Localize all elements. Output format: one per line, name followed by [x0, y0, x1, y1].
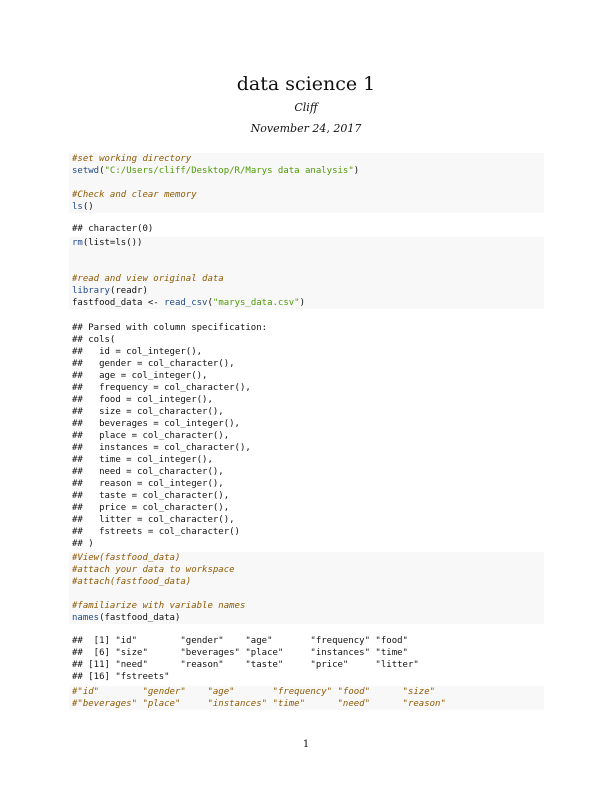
output-line: ## reason = col_integer(),: [72, 479, 224, 489]
function-name: ls: [72, 202, 83, 212]
output-line: ## fstreets = col_character(): [72, 527, 240, 537]
output-line: ## litter = col_character(),: [72, 515, 235, 525]
output-line: ## beverages = col_integer(),: [72, 419, 240, 429]
document-title: data science 1: [236, 73, 376, 95]
code-line: [69, 297, 544, 309]
output-names: [69, 635, 544, 683]
code-line-blank: [69, 261, 544, 273]
code-chunk-setwd: [69, 153, 544, 213]
output-line: ## age = col_integer(),: [72, 371, 208, 381]
code-args: (fastfood_data): [99, 613, 181, 623]
code-line-blank: [69, 177, 544, 189]
code-comment: #View(fastfood_data): [72, 553, 181, 563]
code-line: [69, 165, 544, 177]
output-line: ## [11] "need" "reason" "taste" "price" "litter": [72, 660, 419, 670]
code-line: [69, 273, 544, 285]
code-comment: #read and view original data: [72, 274, 224, 284]
output-line: ## [16] "fstreets": [72, 672, 170, 682]
code-comment: #set working directory: [72, 154, 192, 164]
code-line: [69, 201, 544, 213]
code-line: [69, 686, 544, 698]
code-chunk-commented-names: [69, 686, 544, 710]
output-line: ## price = col_character(),: [72, 503, 230, 513]
page-number: 1: [302, 739, 310, 750]
document-author: Cliff: [294, 101, 318, 114]
code-chunk-read: [69, 237, 544, 309]
output-line: ## [6] "size" "beverages" "place" "instances" "time": [72, 648, 408, 658]
code-line: [69, 564, 544, 576]
code-punct: (: [99, 166, 105, 176]
output-line: ## frequency = col_character(),: [72, 383, 251, 393]
output-line: ## ): [72, 539, 94, 549]
code-line: [69, 153, 544, 165]
output-line: ## need = col_character(),: [72, 467, 224, 477]
code-punct: ): [299, 298, 306, 308]
output-line: ## Parsed with column specification:: [72, 323, 268, 333]
output-line: ## instances = col_character(),: [72, 443, 251, 453]
string-literal: "C:/Users/cliff/Desktop/R/Marys data analysis": [104, 166, 354, 176]
code-args: (list=ls()): [82, 238, 143, 248]
document-date: November 24, 2017: [250, 122, 362, 135]
code-line: [69, 237, 544, 249]
function-name: setwd: [72, 166, 100, 176]
code-comment: #"beverages" "place" "instances" "time" "need" "reason": [72, 699, 446, 709]
code-line: [69, 552, 544, 564]
code-punct: ): [353, 166, 360, 176]
output-line: ## id = col_integer(),: [72, 347, 203, 357]
function-name: rm: [72, 238, 83, 248]
code-comment: #attach(fastfood_data): [72, 577, 192, 587]
output-line: ## size = col_character(),: [72, 407, 224, 417]
output-col-spec: [69, 322, 544, 550]
code-line-blank: [69, 249, 544, 261]
output-ls: [69, 223, 544, 235]
function-name: names: [72, 613, 100, 623]
code-args: (readr): [109, 286, 148, 296]
code-comment: #Check and clear memory: [72, 190, 197, 200]
code-line: [69, 698, 544, 710]
output-line: ## place = col_character(),: [72, 431, 230, 441]
code-args: (): [82, 202, 94, 212]
code-chunk-names: [69, 552, 544, 624]
output-line: ## cols(: [72, 335, 116, 345]
code-punct: (: [207, 298, 213, 308]
string-literal: "marys_data.csv": [212, 298, 300, 308]
code-line: [69, 600, 544, 612]
output-line: ## food = col_integer(),: [72, 395, 213, 405]
code-line: [69, 189, 544, 201]
function-name: read_csv: [164, 298, 208, 308]
code-comment: #familiarize with variable names: [72, 601, 246, 611]
code-line: [69, 612, 544, 624]
output-line: ## gender = col_character(),: [72, 359, 235, 369]
code-assignment: fastfood_data <-: [72, 298, 165, 308]
code-line: [69, 285, 544, 297]
output-line: ## character(0): [72, 224, 154, 234]
output-line: ## taste = col_character(),: [72, 491, 230, 501]
output-line: ## time = col_integer(),: [72, 455, 213, 465]
code-comment: #attach your data to workspace: [72, 565, 235, 575]
output-line: ## [1] "id" "gender" "age" "frequency" "food": [72, 636, 408, 646]
code-comment: #"id" "gender" "age" "frequency" "food" "size": [72, 687, 436, 697]
code-line: [69, 576, 544, 588]
code-line-blank: [69, 588, 544, 600]
function-name: library: [72, 286, 110, 296]
